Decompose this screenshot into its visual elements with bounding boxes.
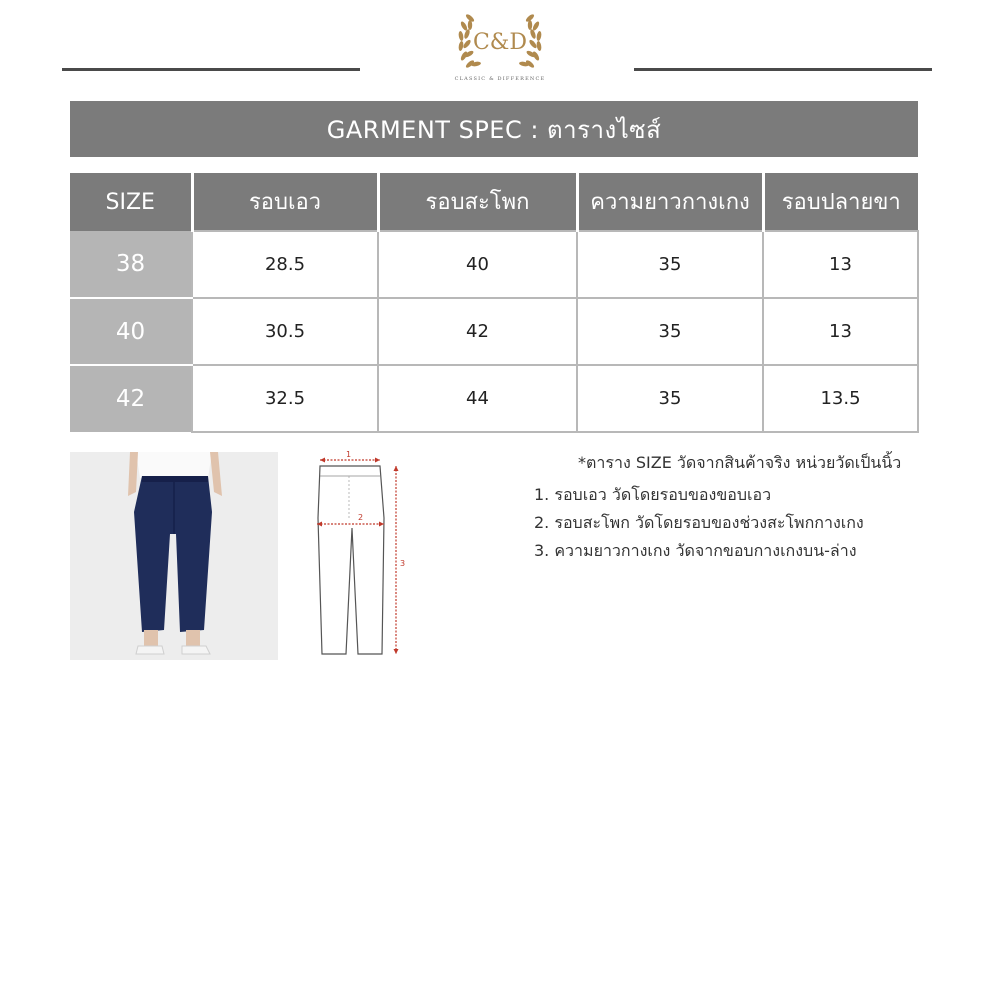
list-item: 3. ความยาวกางเกง วัดจากขอบกางเกงบน-ล่าง xyxy=(534,541,857,560)
header-size: SIZE xyxy=(70,173,192,231)
size-cell: 42 xyxy=(70,365,192,432)
table-cell: 32.5 xyxy=(192,365,378,432)
product-photo xyxy=(70,452,278,660)
size-spec-table xyxy=(70,173,919,433)
table-cell: 30.5 xyxy=(192,298,378,365)
table-row xyxy=(70,298,918,365)
size-cell: 38 xyxy=(70,231,192,298)
table-cell: 42 xyxy=(378,298,577,365)
laurel-wreath-icon xyxy=(440,4,560,76)
table-cell: 13 xyxy=(763,298,918,365)
length-marker-label: 3 xyxy=(400,559,406,568)
waist-marker-label: 1 xyxy=(346,450,352,459)
header-waist: รอบเอว xyxy=(192,173,378,231)
table-cell: 28.5 xyxy=(192,231,378,298)
table-header-row xyxy=(70,173,918,231)
table-cell: 35 xyxy=(577,298,763,365)
measurement-note: *ตาราง SIZE วัดจากสินค้าจริง หน่วยวัดเป็นนิ้ว xyxy=(578,453,902,472)
header-pants-length: ความยาวกางเกง xyxy=(577,173,763,231)
table-cell: 13.5 xyxy=(763,365,918,432)
brand-logo xyxy=(440,4,560,84)
header-hip: รอบสะโพก xyxy=(378,173,577,231)
page-title: GARMENT SPEC : ตารางไซส์ xyxy=(70,101,918,157)
list-item: 2. รอบสะโพก วัดโดยรอบของช่วงสะโพกกางเกง xyxy=(534,513,864,532)
list-item: 1. รอบเอว วัดโดยรอบของขอบเอว xyxy=(534,485,772,504)
size-cell: 40 xyxy=(70,298,192,365)
table-cell: 13 xyxy=(763,231,918,298)
table-row xyxy=(70,231,918,298)
header-leg-opening: รอบปลายขา xyxy=(763,173,918,231)
table-cell: 44 xyxy=(378,365,577,432)
table-cell: 40 xyxy=(378,231,577,298)
hip-marker-label: 2 xyxy=(358,513,364,522)
table-row xyxy=(70,365,918,432)
header-divider-right xyxy=(634,68,932,71)
measurement-instructions xyxy=(534,485,934,569)
header-divider-left xyxy=(62,68,360,71)
table-cell: 35 xyxy=(577,365,763,432)
brand-tagline: CLASSIC & DIFFERENCE xyxy=(454,76,546,82)
pants-measurement-diagram xyxy=(300,448,420,663)
brand-monogram: C&D xyxy=(472,30,528,55)
table-cell: 35 xyxy=(577,231,763,298)
